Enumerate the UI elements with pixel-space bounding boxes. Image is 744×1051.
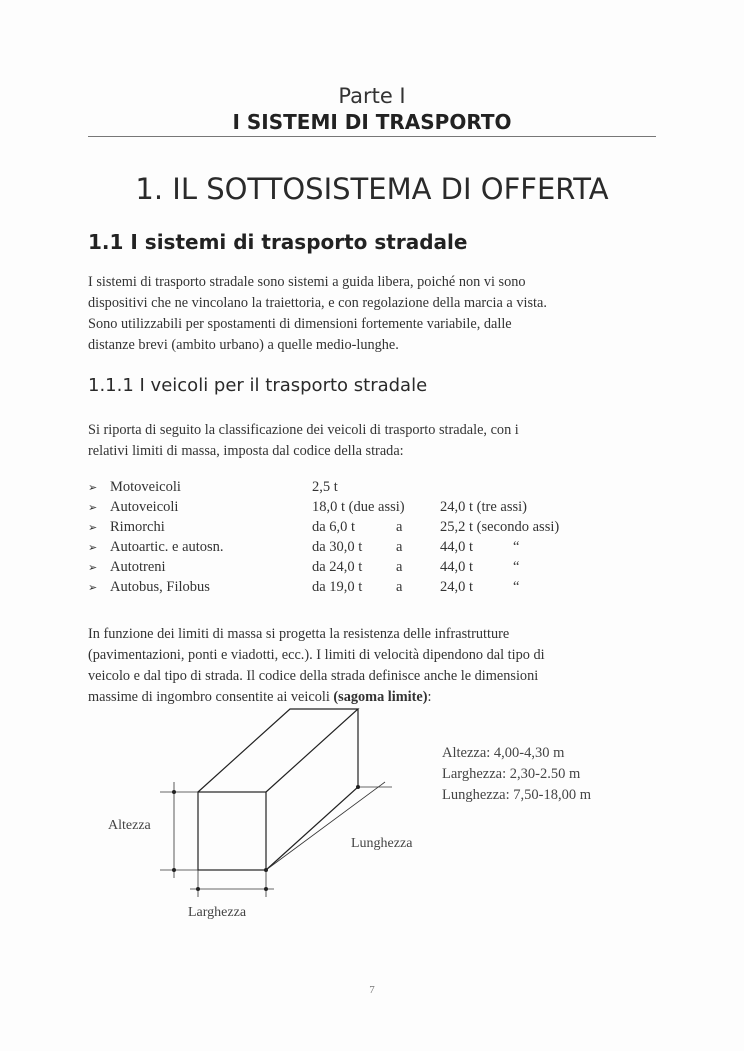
paragraph-line: veicolo e dal tipo di strada. Il codice della strada definisce anche le dimensioni bbox=[88, 668, 539, 684]
arrow-bullet-icon: ➢ bbox=[88, 542, 98, 554]
vehicle-name: Motoveicoli bbox=[110, 479, 181, 495]
lunghezza-label: Lunghezza bbox=[351, 836, 413, 851]
vehicle-mass-min: da 19,0 t bbox=[312, 579, 363, 595]
ditto-mark: “ bbox=[513, 579, 520, 595]
dimension-value: Larghezza: 2,30-2.50 m bbox=[442, 766, 581, 782]
arrow-bullet-icon: ➢ bbox=[88, 582, 98, 594]
vehicle-mass-max: 25,2 t (secondo assi) bbox=[440, 519, 560, 535]
vehicle-mass-max: 44,0 t bbox=[440, 539, 474, 555]
range-separator: a bbox=[396, 539, 403, 555]
paragraph-text: : bbox=[427, 689, 432, 705]
arrow-bullet-icon: ➢ bbox=[88, 482, 98, 494]
vehicle-name: Rimorchi bbox=[110, 519, 165, 535]
vehicle-mass-min: da 24,0 t bbox=[312, 559, 363, 575]
range-separator: a bbox=[396, 559, 403, 575]
paragraph-line: I sistemi di trasporto stradale sono sistemi a guida libera, poiché non vi sono bbox=[88, 274, 526, 290]
dimension-tick bbox=[196, 887, 200, 891]
part-title: I SISTEMI DI TRASPORTO bbox=[232, 110, 512, 134]
dimension-tick bbox=[172, 790, 176, 794]
vehicle-mass-min: 18,0 t (due assi) bbox=[312, 499, 405, 515]
box-front-face bbox=[198, 792, 266, 870]
lunghezza-dimension-line bbox=[266, 782, 385, 870]
vehicle-name: Autoveicoli bbox=[110, 499, 179, 515]
range-separator: a bbox=[396, 519, 403, 535]
dimension-tick bbox=[172, 868, 176, 872]
vehicle-mass-min: 2,5 t bbox=[312, 479, 338, 495]
subsection-title: 1.1.1 I veicoli per il trasporto stradale bbox=[88, 375, 428, 396]
section-title: 1.1 I sistemi di trasporto stradale bbox=[88, 230, 468, 254]
vehicle-name: Autobus, Filobus bbox=[110, 579, 210, 595]
altezza-label: Altezza bbox=[108, 818, 151, 833]
box-side-face bbox=[266, 709, 358, 870]
ditto-mark: “ bbox=[513, 539, 520, 555]
paragraph-line: dispositivi che ne vincolano la traiettoria, e con regolazione della marcia a vista. bbox=[88, 295, 547, 311]
vehicle-mass-max: 24,0 t bbox=[440, 579, 474, 595]
part-label: Parte I bbox=[338, 84, 406, 108]
vehicle-mass-min: da 30,0 t bbox=[312, 539, 363, 555]
paragraph-line: (pavimentazioni, ponti e viadotti, ecc.). I limiti di velocità dipendono dal tipo di bbox=[88, 647, 545, 663]
paragraph-line: In funzione dei limiti di massa si progetta la resistenza delle infrastrutture bbox=[88, 626, 510, 642]
paragraph-line: Sono utilizzabili per spostamenti di dimensioni fortemente variabile, dalle bbox=[88, 316, 512, 332]
arrow-bullet-icon: ➢ bbox=[88, 502, 98, 514]
box-top-face bbox=[198, 709, 358, 792]
dimension-values bbox=[442, 743, 591, 806]
chapter-title: 1. IL SOTTOSISTEMA DI OFFERTA bbox=[135, 172, 609, 206]
vehicle-mass-max: 24,0 t (tre assi) bbox=[440, 499, 527, 515]
ditto-mark: “ bbox=[513, 559, 520, 575]
page-number: 7 bbox=[369, 984, 375, 996]
paragraph-line: Si riporta di seguito la classificazione dei veicoli di trasporto stradale, con i bbox=[88, 422, 519, 438]
arrow-bullet-icon: ➢ bbox=[88, 562, 98, 574]
arrow-bullet-icon: ➢ bbox=[88, 522, 98, 534]
dimension-tick bbox=[264, 868, 268, 872]
dimension-value: Altezza: 4,00-4,30 m bbox=[442, 745, 565, 761]
dimension-tick bbox=[356, 785, 360, 789]
vehicle-mass-max: 44,0 t bbox=[440, 559, 474, 575]
sagoma-limite-term: (sagoma limite) bbox=[333, 689, 428, 705]
paragraph-line: distanze brevi (ambito urbano) a quelle medio-lunghe. bbox=[88, 337, 399, 353]
dimension-value: Lunghezza: 7,50-18,00 m bbox=[442, 787, 591, 803]
dimension-tick bbox=[264, 887, 268, 891]
vehicle-mass-min: da 6,0 t bbox=[312, 519, 356, 535]
larghezza-label: Larghezza bbox=[188, 905, 247, 920]
vehicle-name: Autoartic. e autosn. bbox=[110, 539, 224, 555]
vehicle-name: Autotreni bbox=[110, 559, 166, 575]
paragraph-line: relativi limiti di massa, imposta dal codice della strada: bbox=[88, 443, 404, 459]
paragraph-text: massime di ingombro consentite ai veicoli bbox=[88, 689, 334, 705]
range-separator: a bbox=[396, 579, 403, 595]
